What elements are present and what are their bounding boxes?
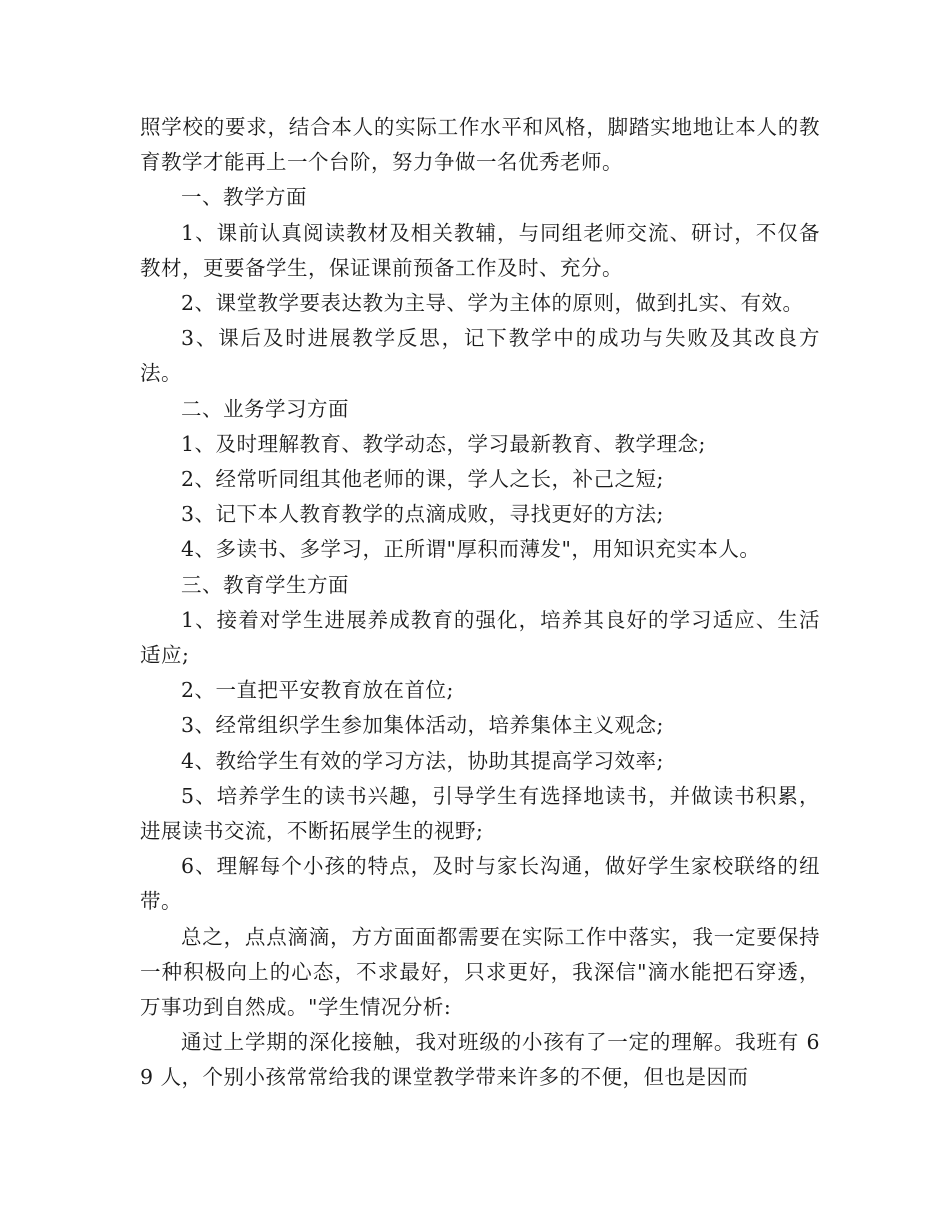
paragraph-conclusion: 总之，点点滴滴，方方面面都需要在实际工作中落实，我一定要保持一种积极向上的心态，不求最好，只求更好，我深信"滴水能把石穿透，万事功到自然成。"学生情况分析: bbox=[140, 924, 820, 1020]
section-heading-teaching: 一、教学方面 bbox=[181, 185, 307, 210]
paragraph-students-1: 1、接着对学生进展养成教育的强化，培养其良好的学习适应、生活适应; bbox=[140, 607, 820, 668]
section-heading-study: 二、业务学习方面 bbox=[181, 396, 349, 421]
paragraph-students-5: 5、培养学生的读书兴趣，引导学生有选择地读书，并做读书积累，进展读书交流，不断拓展学生的视野; bbox=[140, 783, 820, 844]
paragraph-study-4: 4、多读书、多学习，正所谓"厚积而薄发"，用知识充实本人。 bbox=[181, 537, 761, 562]
paragraph-study-1: 1、及时理解教育、教学动态，学习最新教育、教学理念; bbox=[181, 431, 706, 456]
paragraph-study-3: 3、记下本人教育教学的点滴成败，寻找更好的方法; bbox=[181, 502, 664, 527]
document-body bbox=[140, 110, 820, 1096]
paragraph-intro-continuation: 照学校的要求，结合本人的实际工作水平和风格，脚踏实地地让本人的教育教学才能再上一个台阶，努力争做一名优秀老师。 bbox=[140, 115, 820, 175]
section-heading-students: 三、教育学生方面 bbox=[181, 572, 349, 597]
paragraph-teaching-2: 2、课堂教学要表达教为主导、学为主体的原则，做到扎实、有效。 bbox=[181, 291, 804, 316]
paragraph-students-4: 4、教给学生有效的学习方法，协助其提高学习效率; bbox=[181, 748, 664, 773]
paragraph-study-2: 2、经常听同组其他老师的课，学人之长，补己之短; bbox=[181, 467, 664, 492]
paragraph-class-analysis: 通过上学期的深化接触，我对班级的小孩有了一定的理解。我班有 69 人，个别小孩常常给我的课堂教学带来许多的不便，但也是因而 bbox=[140, 1030, 820, 1090]
paragraph-students-3: 3、经常组织学生参加集体活动，培养集体主义观念; bbox=[181, 713, 664, 738]
paragraph-teaching-3: 3、课后及时进展教学反思，记下教学中的成功与失败及其改良方法。 bbox=[140, 326, 820, 386]
paragraph-students-2: 2、一直把平安教育放在首位; bbox=[181, 678, 454, 703]
paragraph-teaching-1: 1、课前认真阅读教材及相关教辅，与同组老师交流、研讨，不仅备教材，更要备学生，保证课前预备工作及时、充分。 bbox=[140, 220, 820, 280]
paragraph-students-6: 6、理解每个小孩的特点，及时与家长沟通，做好学生家校联络的纽带。 bbox=[140, 854, 820, 914]
